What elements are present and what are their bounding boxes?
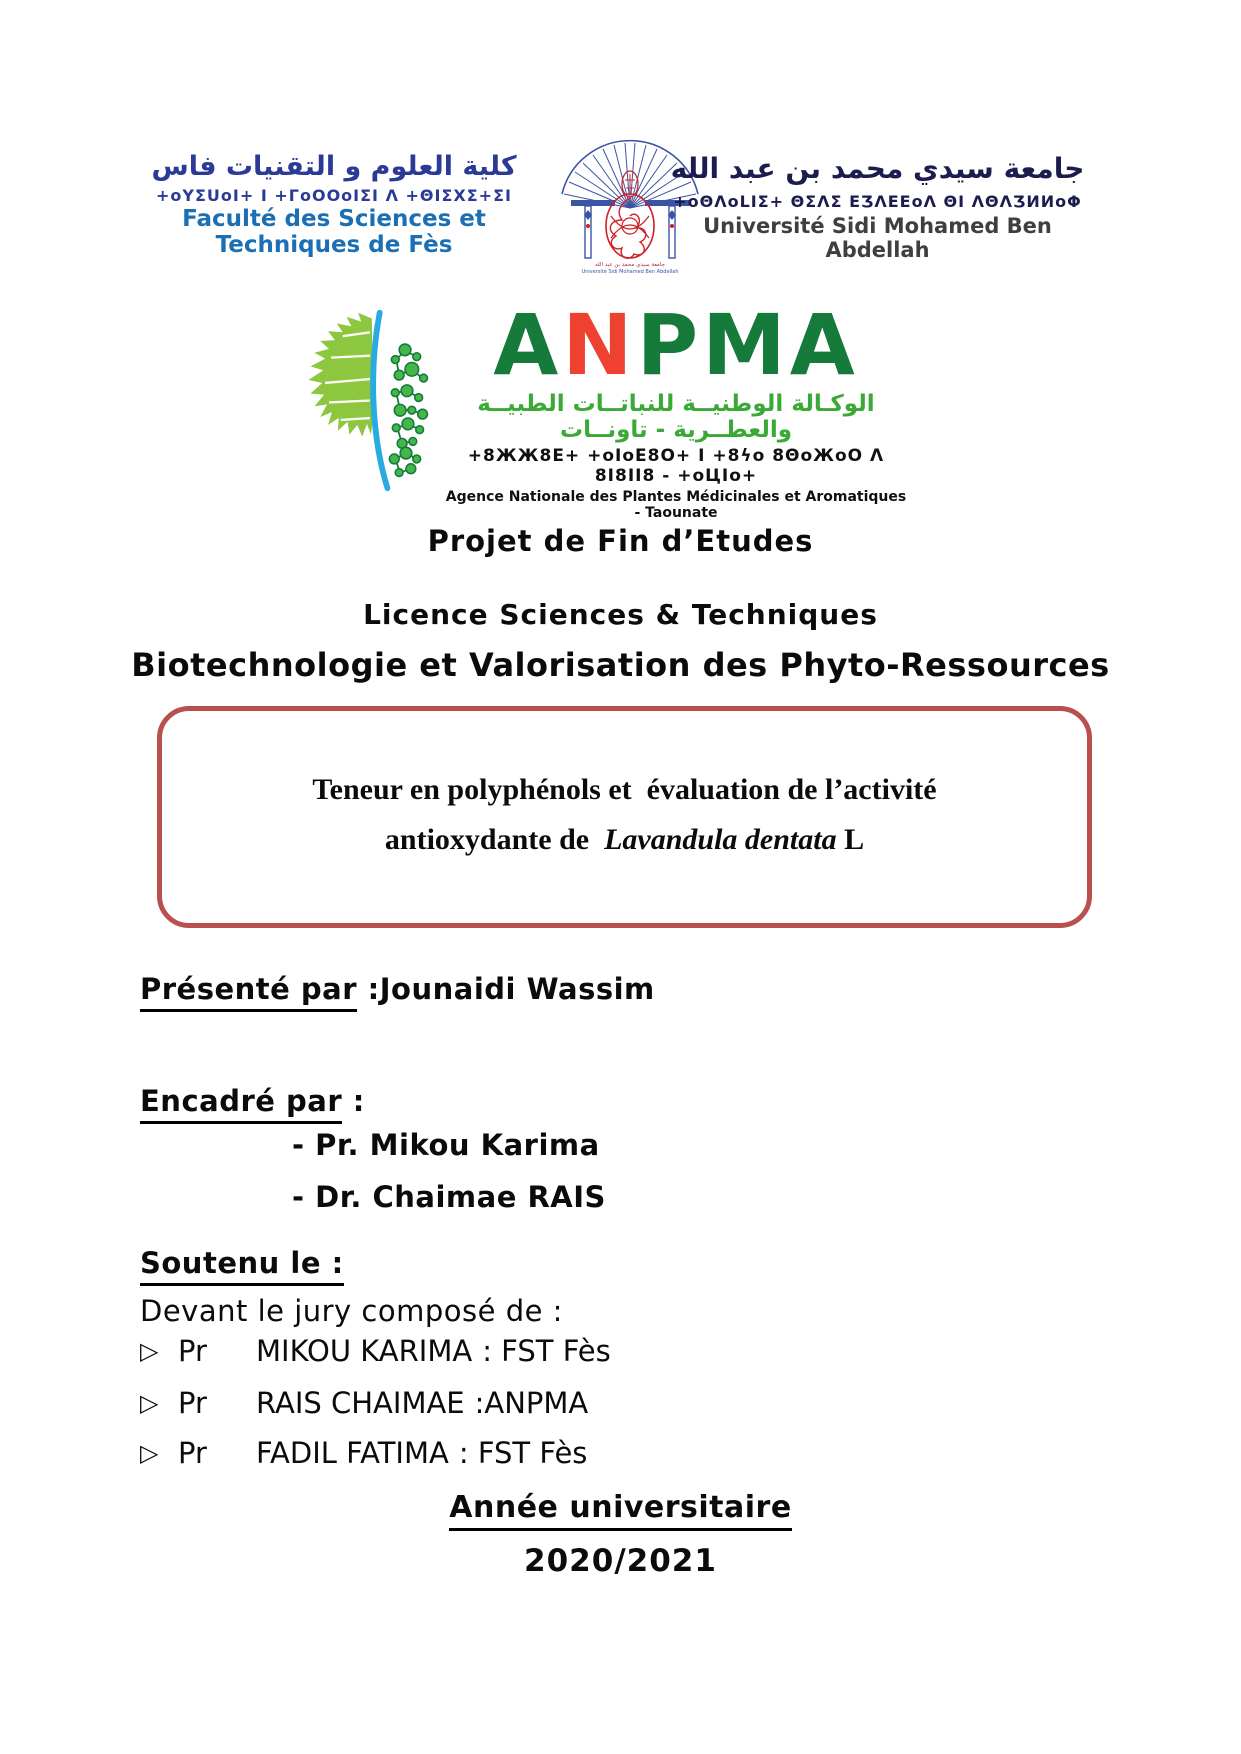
thesis-line2-suffix: L [836,823,865,856]
jury-member-row [140,1386,588,1420]
usmba-latin-name: Université Sidi Mohamed Ben Abdellah [703,213,1052,262]
anpma-leaf-icon [300,305,435,495]
anpma-logo [300,296,940,521]
supervised-by-colon: : [342,1084,365,1118]
fst-logo [138,150,530,258]
supervisor-item: - Dr. Chaimae RAIS [292,1180,606,1214]
arrow-bullet-icon: ▷ [140,1337,159,1365]
anpma-wordmark: ANPMA [493,296,859,394]
anpma-tifinagh-name: +8ЖЖ8Ε+ +oIoΕ8O+ I +8ϟo 8ΘoЖoO Λ 8Ι8ΙΙ8 - +oЦIo+ [467,446,885,486]
supervisor-item: - Pr. Mikou Karima [292,1128,600,1162]
supervised-by-label: Encadré par [140,1084,342,1124]
emblem-caption-arabic: جامعة سيدي محمد بن عبد الله [595,262,665,268]
fst-latin-name: Faculté des Sciences et Techniques de Fès [182,205,486,258]
program-title: Biotechnologie et Valorisation des Phyto-Ressources [131,646,1110,684]
jury-member-name: FADIL FATIMA [256,1436,449,1470]
jury-member-title: Pr [178,1334,207,1368]
presented-by-value: :Jounaidi Wassim [357,972,655,1006]
jury-member-title: Pr [178,1436,207,1470]
degree-title: Licence Sciences & Techniques [363,598,878,631]
anpma-latin-name: Agence Nationale des Plantes Médicinales et Aromatiques - Taounate [445,489,907,521]
academic-year-block [0,1490,1241,1579]
arrow-bullet-icon: ▷ [140,1439,159,1467]
fst-arabic-name: كلية العلوم و التقنيات فاس [151,151,517,182]
jury-member-name: MIKOU KARIMA [256,1334,473,1368]
project-title: Projet de Fin d’Etudes [427,524,814,558]
emblem-caption-latin: Université Sidi Mohamed Ben Abdellah [581,269,679,274]
academic-year-value: 2020/2021 [524,1543,717,1579]
thesis-title-box [157,706,1092,928]
thesis-title-line2 [162,823,1087,857]
jury-member-affiliation: :ANPMA [474,1386,589,1420]
jury-member-row [140,1436,587,1470]
academic-year-label: Année universitaire [449,1490,791,1531]
supervised-by-line [140,1084,365,1118]
anpma-arabic-name: الوكـالة الوطنيــة للنباتــات الطبيــة والعطــرية - تاونــات [477,391,875,443]
defended-on-line [140,1246,344,1280]
thesis-title-line1: Teneur en polyphénols et évaluation de l’activité [312,773,937,806]
jury-intro: Devant le jury composé de : [140,1294,563,1328]
presented-by-label: Présenté par [140,972,357,1012]
jury-member-name: RAIS CHAIMAE [256,1386,465,1420]
jury-member-title: Pr [178,1386,207,1420]
presented-by-line [140,972,655,1006]
defended-on-label: Soutenu le : [140,1246,344,1286]
species-name: Lavandula dentata [604,823,837,856]
thesis-line2-prefix: antioxydante de [384,823,605,856]
usmba-arabic-name: جامعة سيدي محمد بن عبد الله [670,152,1085,185]
jury-member-affiliation: : FST Fès [482,1334,611,1368]
usmba-logo [655,152,1100,262]
arrow-bullet-icon: ▷ [140,1389,159,1417]
jury-member-affiliation: : FST Fès [458,1436,588,1470]
fst-tifinagh-name: +oYΣUoI+ I +ΓoOOoIΣΙ Λ +ΘΙΣΧΣ+ΣΙ [156,185,512,205]
jury-member-row [140,1334,611,1368]
usmba-tifinagh-name: +oΘΛoLIΣ+ ΘΣΛΣ ΕƷΛΕΕoΛ ΘΙ ΛΘΛƷИИoΦ [673,191,1082,211]
